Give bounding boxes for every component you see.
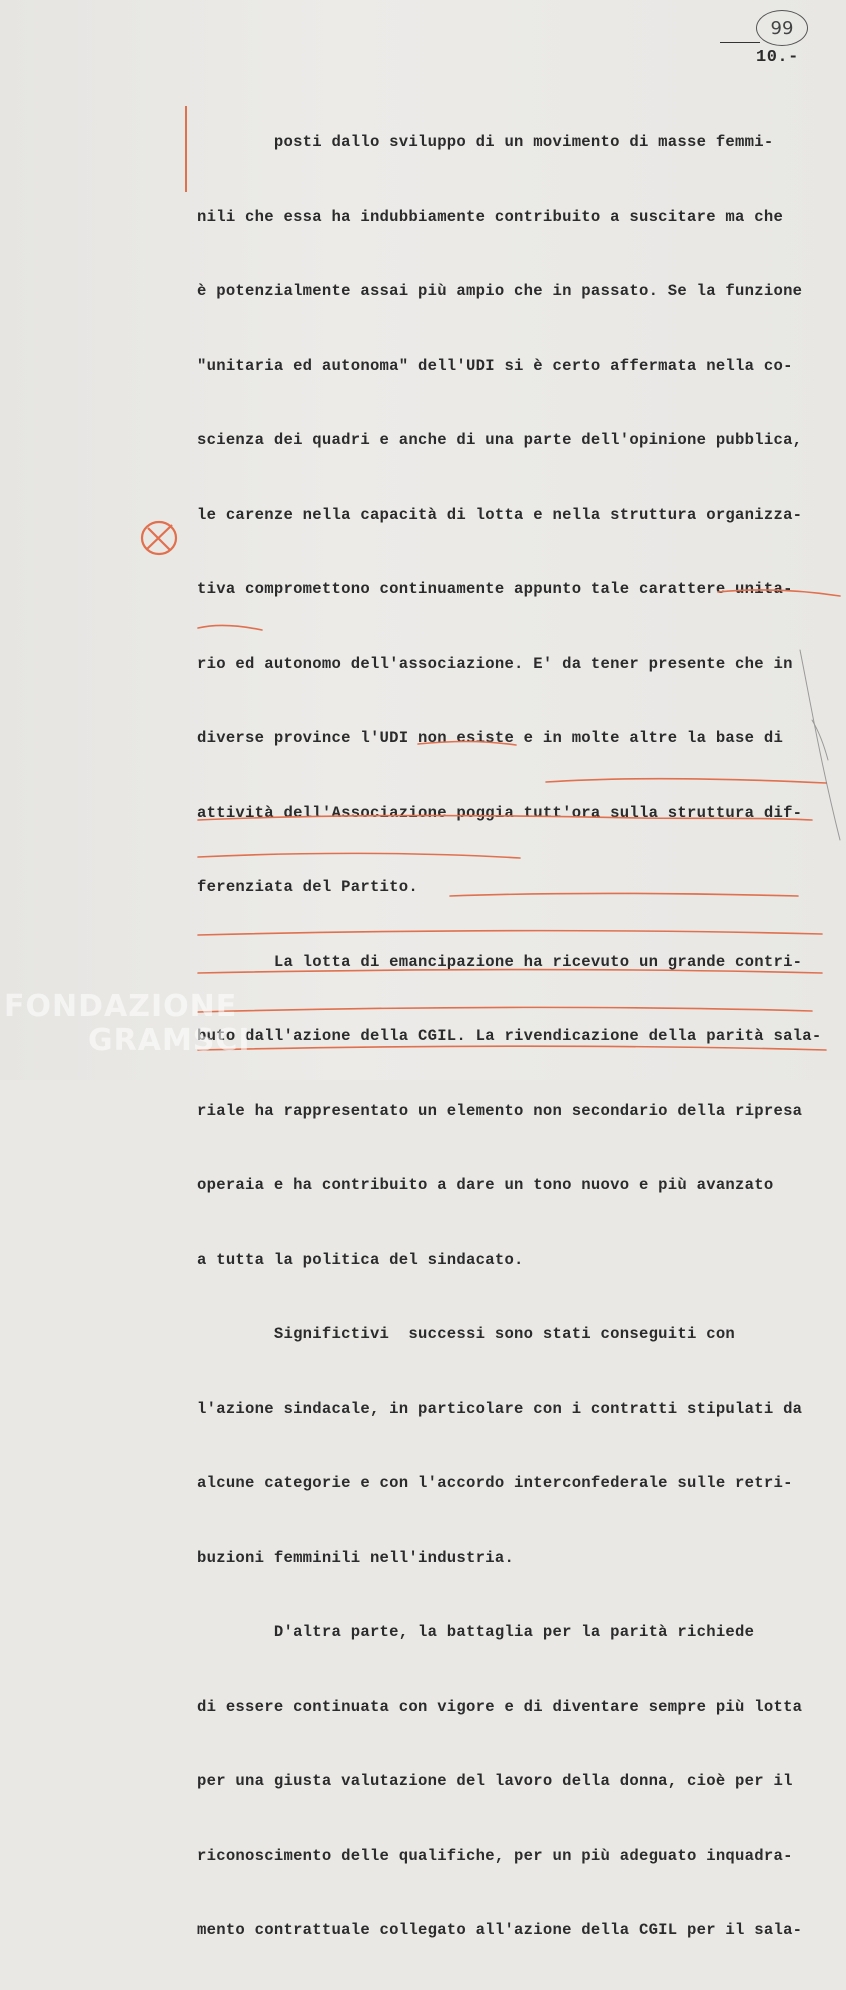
page-number: 10.- — [756, 48, 799, 67]
archive-number: 99 — [770, 17, 794, 39]
text-line: D'altra parte, la battaglia per la parità richiede — [197, 1623, 755, 1641]
text-line: buto dall'azione della CGIL. La rivendicazione della parità sala- — [197, 1027, 822, 1045]
text-line: riale ha rappresentato un elemento non secondario della ripresa — [197, 1101, 803, 1120]
text-line: buzioni femminili nell'industria. — [197, 1548, 515, 1567]
text-line: diverse province l'UDI non esiste e in molte altre la base di — [197, 729, 784, 747]
text-line: ferenziata del Partito. — [197, 878, 418, 896]
watermark-line-2: GRAMSCI — [88, 1023, 251, 1058]
text-line: a tutta la politica del sindacato. — [197, 1250, 524, 1269]
text-line: nili che essa ha indubbiamente contribuito a suscitare ma che — [197, 207, 784, 226]
text-line: alcune categorie e con l'accordo interconfederale sulle retri- — [197, 1474, 793, 1492]
text-line: è potenzialmente assai più ampio che in passato. Se la funzione — [197, 282, 803, 300]
text-line: operaia e ha contribuito a dare un tono nuovo e più avanzato — [197, 1176, 774, 1194]
text-line: tiva compromettono continuamente appunto tale carattere unita- — [197, 580, 793, 598]
watermark-line-1: FONDAZIONE — [4, 989, 238, 1024]
text-line: scienza dei quadri e anche di una parte dell'opinione pubblica, — [197, 431, 803, 449]
text-line: rio ed autonomo dell'associazione. E' da tener presente che in — [197, 654, 793, 673]
text-line: attività dell'Associazione poggia tutt'ora sulla struttura dif- — [197, 803, 803, 822]
text-line: le carenze nella capacità di lotta e nella struttura organizza- — [197, 505, 803, 524]
text-line: mento contrattuale collegato all'azione della CGIL per il sala- — [197, 1921, 803, 1939]
text-line: posti dallo sviluppo di un movimento di masse femmi- — [197, 133, 774, 151]
fondazione-gramsci-watermark — [4, 990, 251, 1058]
text-line: La lotta di emancipazione ha ricevuto un grande contri- — [197, 952, 803, 971]
text-line: per una giusta valutazione del lavoro della donna, cioè per il — [197, 1772, 793, 1790]
text-line: Significtivi successi sono stati conseguiti con — [197, 1325, 736, 1343]
text-line: riconoscimento delle qualifiche, per un più adeguato inquadra- — [197, 1846, 793, 1865]
typewritten-text — [197, 91, 827, 1990]
margin-annotation-bar — [185, 106, 187, 192]
text-line: di essere continuata con vigore e di diventare sempre più lotta — [197, 1697, 803, 1716]
text-line: "unitaria ed autonoma" dell'UDI si è certo affermata nella co- — [197, 356, 793, 375]
header-rule — [720, 42, 760, 43]
text-line: l'azione sindacale, in particolare con i contratti stipulati da — [197, 1399, 803, 1418]
crossed-circle-annotation-icon — [137, 516, 183, 562]
archive-number-stamp — [756, 10, 808, 46]
